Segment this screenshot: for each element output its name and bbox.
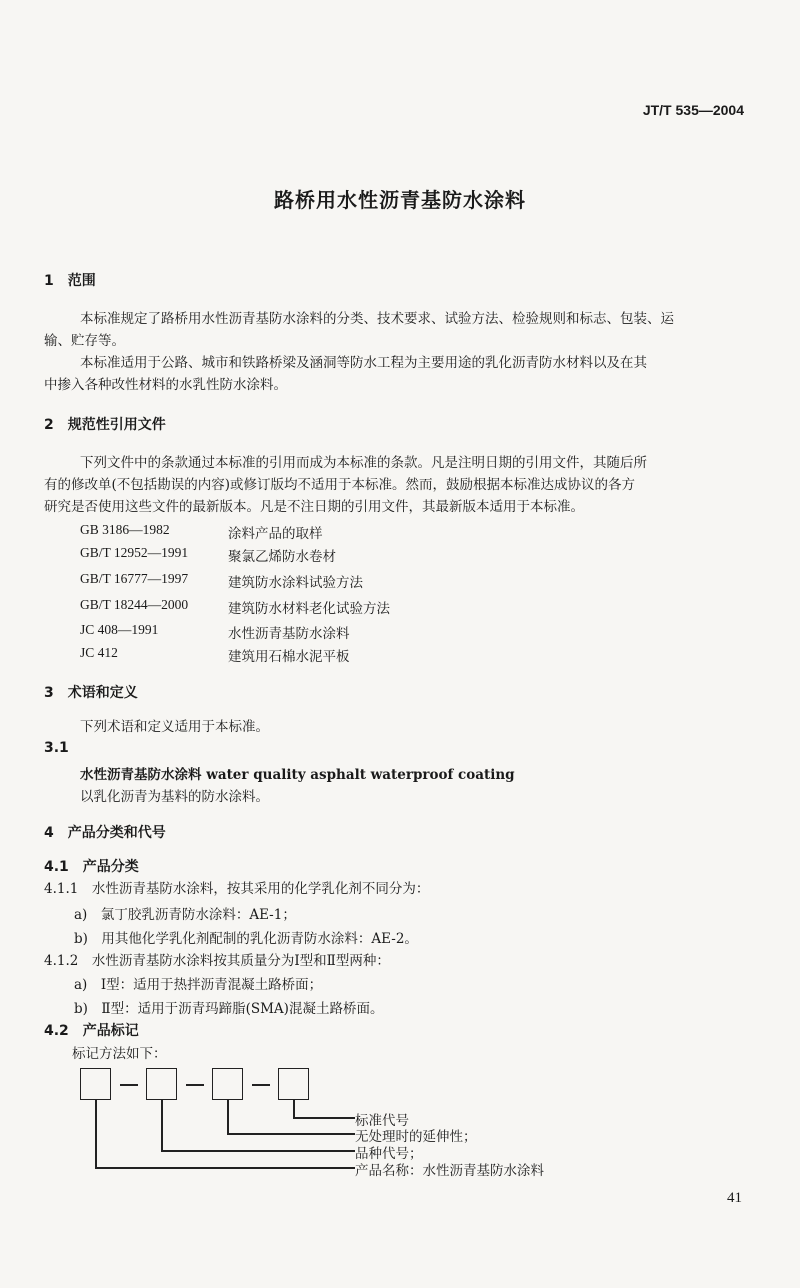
sec2-para-line3: 研究是否使用这些文件的最新版本。凡是不注日期的引用文件，其最新版本适用于本标准。	[44, 499, 584, 515]
section-4-heading: 4 产品分类和代号	[44, 825, 166, 841]
item-4-1-1-a: a) 氯丁胶乳沥青防水涂料：AE-1；	[74, 907, 296, 923]
marking-box-variety-code	[146, 1068, 177, 1100]
ref-code: GB 3186—1982	[80, 522, 170, 537]
ref-title: 聚氯乙烯防水卷材	[228, 549, 336, 565]
label-standard-code: 标准代号	[355, 1113, 409, 1129]
leader-line	[95, 1167, 355, 1169]
label-variety-code: 品种代号；	[355, 1146, 423, 1162]
ref-code: JC 412	[80, 645, 118, 660]
ref-title: 建筑用石棉水泥平板	[228, 649, 350, 665]
leader-line	[161, 1100, 163, 1151]
ref-title: 建筑防水涂料试验方法	[228, 575, 363, 591]
leader-line	[95, 1100, 97, 1168]
marking-box-standard-code	[278, 1068, 309, 1100]
item-4-1-1-b: b) 用其他化学乳化剂配制的乳化沥青防水涂料：AE-2。	[74, 931, 418, 947]
item-4-1-2-b: b) Ⅱ型：适用于沥青玛蹄脂(SMA)混凝土路桥面。	[74, 1001, 384, 1017]
clause-4-1-heading: 4.1 产品分类	[44, 859, 139, 875]
leader-line	[161, 1150, 355, 1152]
clause-4-1-1: 4.1.1 水性沥青基防水涂料，按其采用的化学乳化剂不同分为：	[44, 881, 430, 897]
standard-number: JT/T 535—2004	[642, 102, 744, 118]
clause-4-1-2: 4.1.2 水性沥青基防水涂料按其质量分为Ⅰ型和Ⅱ型两种：	[44, 953, 390, 969]
leader-line	[227, 1100, 229, 1134]
marking-box-elongation	[212, 1068, 243, 1100]
marking-dash	[252, 1084, 270, 1086]
marking-intro: 标记方法如下：	[72, 1046, 167, 1062]
item-4-1-2-a: a) Ⅰ型：适用于热拌沥青混凝土路桥面；	[74, 977, 323, 993]
term-heading: 水性沥青基防水涂料 water quality asphalt waterproof coating	[80, 767, 515, 783]
marking-box-product-name	[80, 1068, 111, 1100]
sec2-para-line1: 下列文件中的条款通过本标准的引用而成为本标准的条款。凡是注明日期的引用文件，其随后所	[80, 455, 647, 471]
sec1-para1-line1: 本标准规定了路桥用水性沥青基防水涂料的分类、技术要求、试验方法、检验规则和标志、包装、运	[80, 311, 674, 327]
sec2-para-line2: 有的修改单(不包括勘误的内容)或修订版均不适用于本标准。然而，鼓励根据本标准达成协议的各方	[44, 477, 636, 493]
leader-line	[293, 1117, 355, 1119]
section-3-heading: 3 术语和定义	[44, 685, 138, 701]
ref-title: 涂料产品的取样	[228, 526, 323, 542]
sec1-para2-line1: 本标准适用于公路、城市和铁路桥梁及涵洞等防水工程为主要用途的乳化沥青防水材料以及在其	[80, 355, 647, 371]
ref-title: 水性沥青基防水涂料	[228, 626, 350, 642]
ref-code: GB/T 12952—1991	[80, 545, 189, 560]
section-2-heading: 2 规范性引用文件	[44, 417, 166, 433]
document-title: 路桥用水性沥青基防水涂料	[274, 188, 526, 212]
clause-4-2-heading: 4.2 产品标记	[44, 1023, 139, 1039]
ref-code: JC 408—1991	[80, 622, 159, 637]
leader-line	[227, 1133, 355, 1135]
marking-dash	[186, 1084, 204, 1086]
sec1-para2-line2: 中掺入各种改性材料的水乳性防水涂料。	[44, 377, 287, 393]
clause-3-1-number: 3.1	[44, 740, 69, 756]
label-elongation: 无处理时的延伸性；	[355, 1129, 477, 1145]
sec3-intro: 下列术语和定义适用于本标准。	[80, 719, 269, 735]
leader-line	[293, 1100, 295, 1118]
page-number: 41	[727, 1190, 742, 1206]
ref-code: GB/T 18244—2000	[80, 597, 189, 612]
marking-dash	[120, 1084, 138, 1086]
label-product-name: 产品名称：水性沥青基防水涂料	[355, 1163, 544, 1179]
section-1-heading: 1 范围	[44, 273, 96, 289]
ref-title: 建筑防水材料老化试验方法	[228, 601, 390, 617]
ref-code: GB/T 16777—1997	[80, 571, 189, 586]
sec1-para1-line2: 输、贮存等。	[44, 333, 125, 349]
term-definition: 以乳化沥青为基料的防水涂料。	[80, 789, 269, 805]
